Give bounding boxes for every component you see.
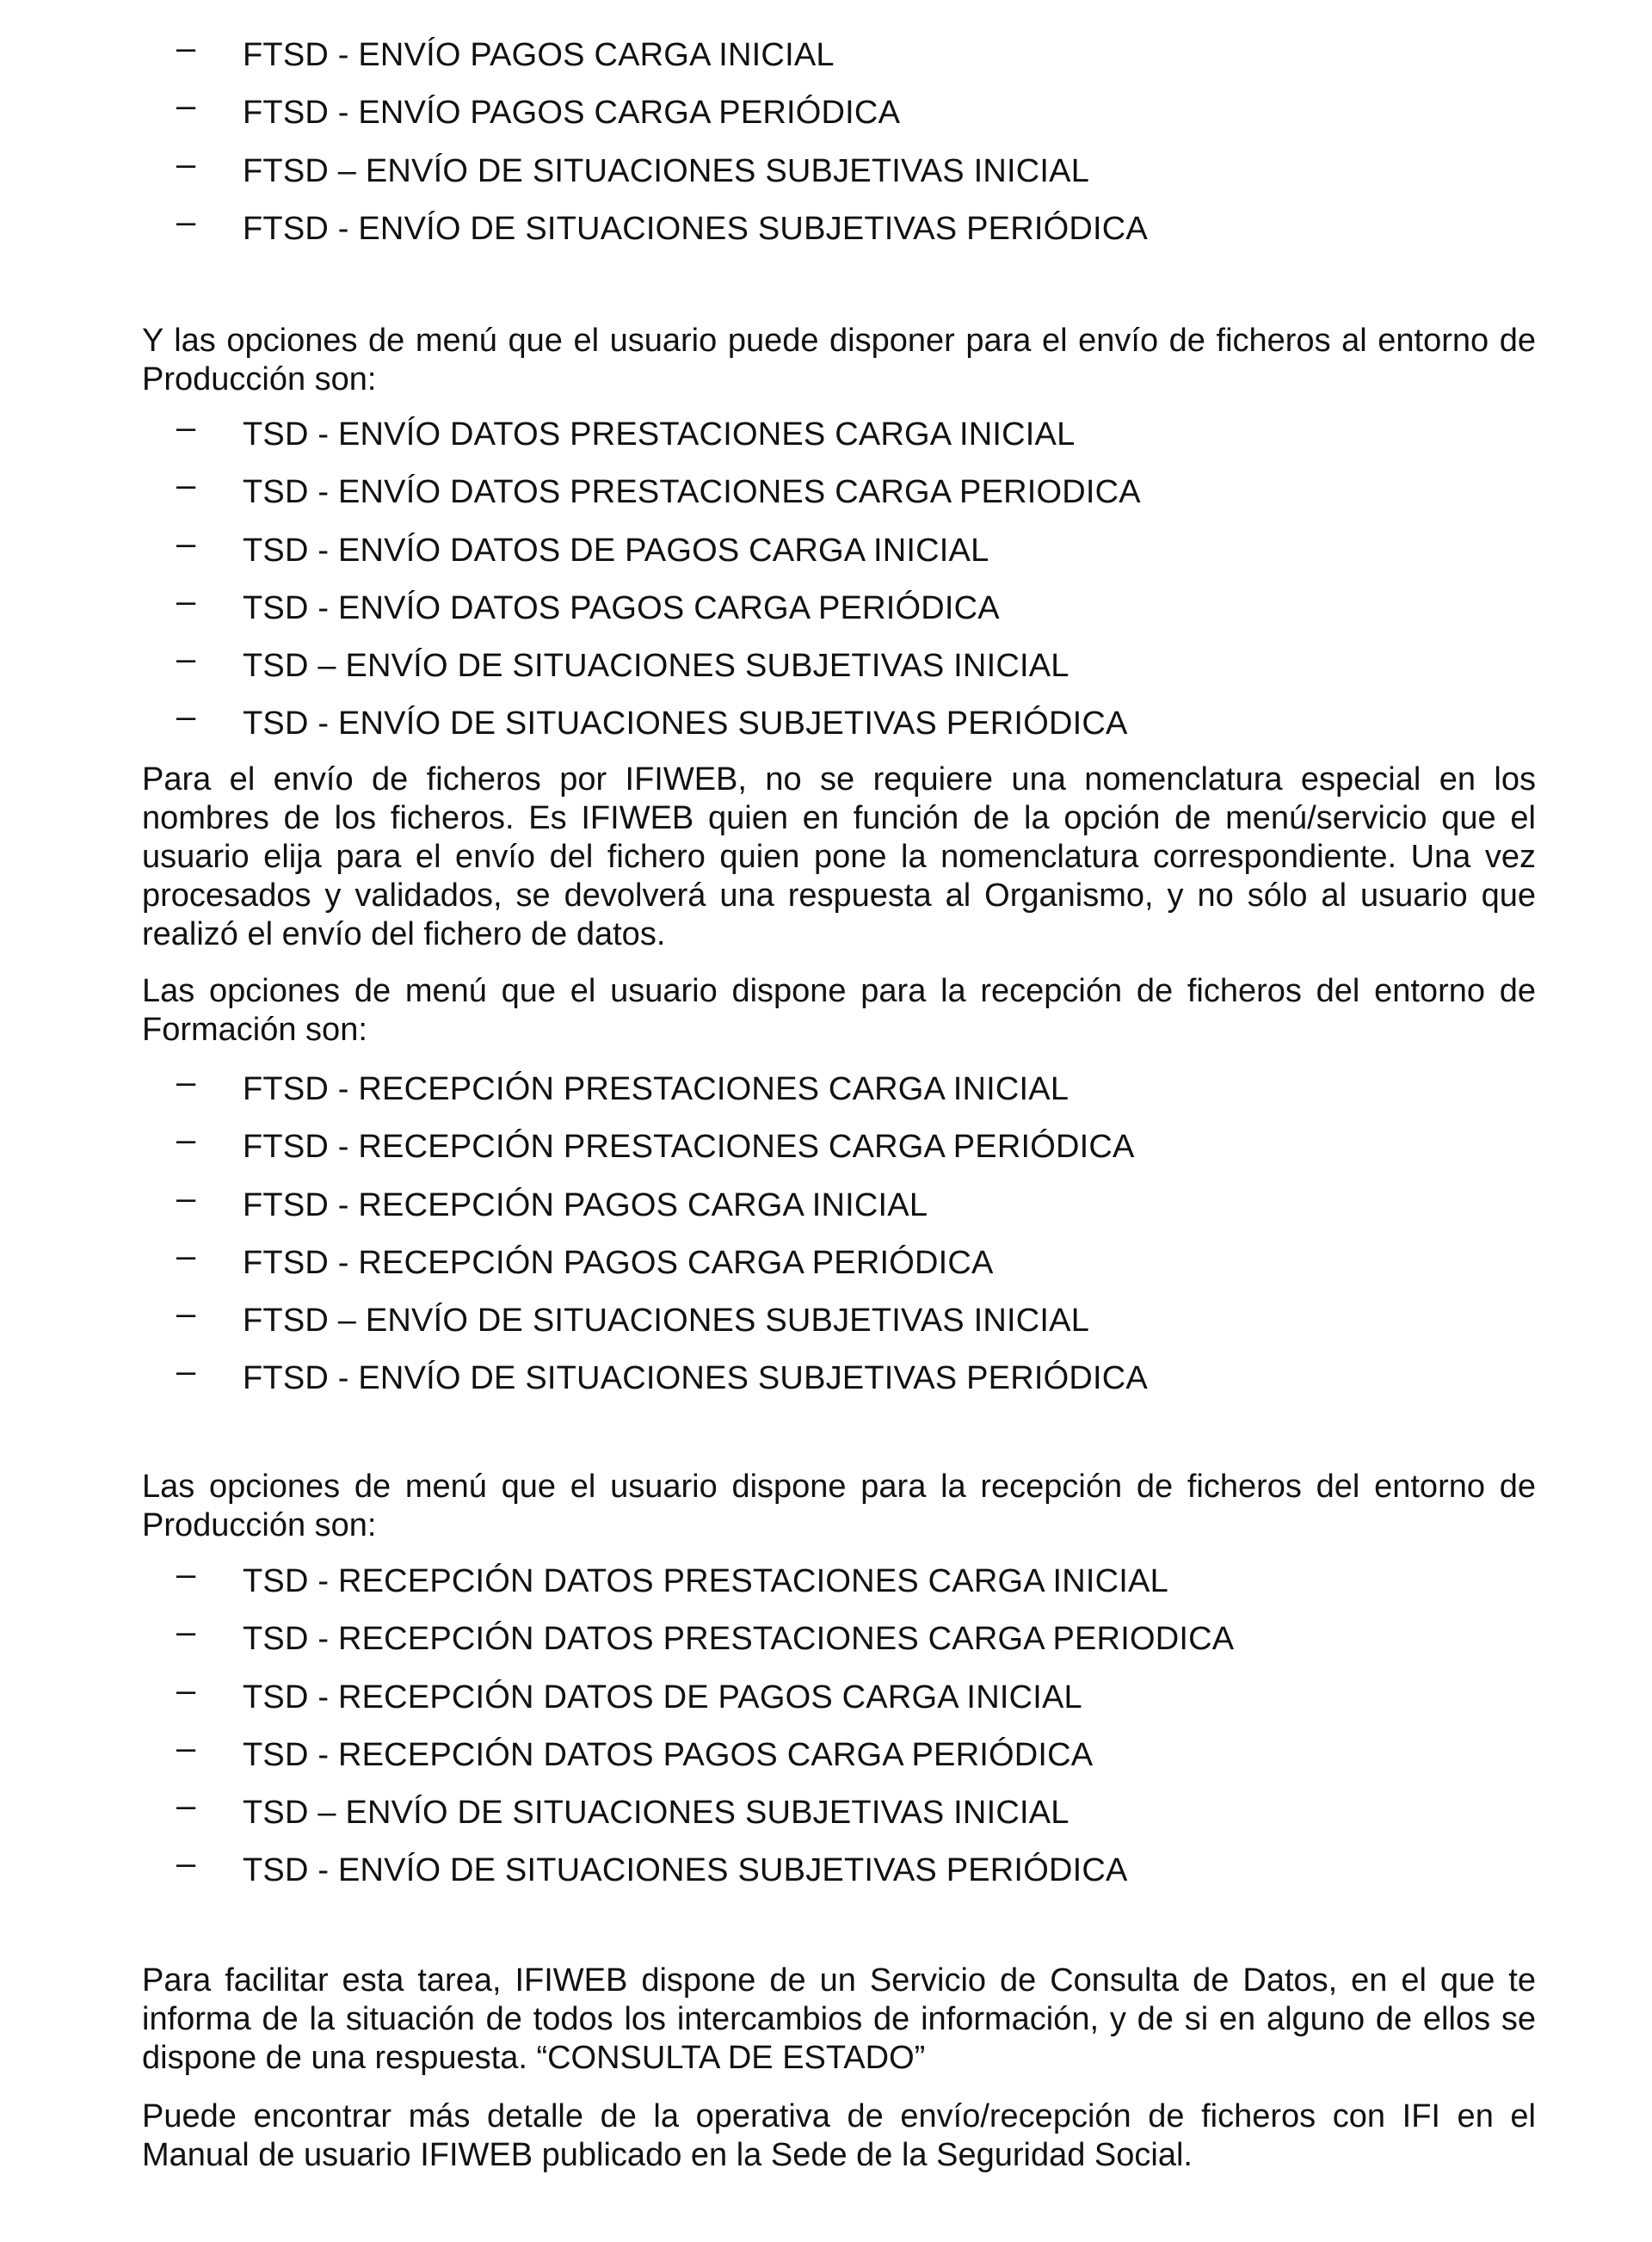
dash-bullet: – [176, 1555, 196, 1593]
dash-bullet: – [176, 409, 196, 447]
dash-bullet: – [176, 1295, 196, 1333]
dash-bullet: – [176, 87, 196, 126]
dash-bullet: – [176, 1613, 196, 1652]
dash-bullet: – [176, 202, 196, 241]
dash-bullet: – [176, 1787, 196, 1826]
paragraph-produccion-envio-intro: Y las opciones de menú que el usuario puede disponer para el envío de ficheros al entorno de Producción son: [142, 323, 1536, 397]
dash-bullet: – [176, 1671, 196, 1709]
dash-bullet: – [176, 582, 196, 620]
dash-bullet: – [176, 1236, 196, 1275]
paragraph-formacion-recepcion-intro: Las opciones de menú que el usuario dispone para la recepción de ficheros del entorno de Formación son: [142, 973, 1536, 1048]
dash-bullet: – [176, 1063, 196, 1101]
dash-bullet: – [176, 1352, 196, 1391]
dash-bullet: – [176, 1845, 196, 1883]
dash-bullet: – [176, 640, 196, 679]
paragraph-produccion-recepcion-intro: Las opciones de menú que el usuario dispone para la recepción de ficheros del entorno de Producción son: [142, 1469, 1536, 1543]
paragraph-consulta-estado: Para facilitar esta tarea, IFIWEB dispone de un Servicio de Consulta de Datos, en el que te informa de la situación de todos los intercambios de información, y de si en alguno de ellos se dispone de una respuesta. “CONSULTA DE ESTADO” [142, 1962, 1536, 2076]
dash-bullet: – [176, 524, 196, 563]
dash-bullet: – [176, 1728, 196, 1767]
dash-bullet: – [176, 1121, 196, 1160]
document-page: – FTSD - ENVÍO PAGOS CARGA INICIAL – FTSD - ENVÍO PAGOS CARGA PERIÓDICA – FTSD – ENVÍO DE SITUACIONES SUBJETIVAS INICIAL – FTSD - ENVÍO DE SITUACIONES SUBJETIVAS PERIÓDICA Y las opciones de menú que el usuario puede disponer para el envío de ficheros al entorno de Producción son: – TSD - ENVÍO DATOS PRESTACIONES CARGA INICIAL – TSD - ENVÍO DATOS PRESTACIONES CARGA PERIODICA – TSD - ENVÍO DATOS DE PAGOS CARGA INICIAL – TSD - ENVÍO DATOS PAGOS CARGA PERIÓDICA – TSD – ENVÍO DE SITUACIONES SUBJETIVAS INICIAL – TSD - ENVÍO DE SITUACIONES SUBJETIVAS PERIÓDICA Para el envío de ficheros por IFIWEB, no se requiere una nomenclatura especial en los nombres de los ficheros. Es IFIWEB quien en función de la opción de menú/servicio que el usuario elija para el envío del fichero quien pone la nomenclatura correspondiente. Una vez procesados y validados, se devolverá una respuesta al Organismo, y no sólo al usuario que realizó el envío del fichero de datos. Las opciones de menú que el usuario dispone para la recepción de ficheros del entorno de Formación son: – FTSD - RECEPCIÓN PRESTACIONES CARGA INICIAL – FTSD - RECEPCIÓN PRESTACIONES CARGA PERIÓDICA – FTSD - RECEPCIÓN PAGOS CARGA INICIAL – FTSD - RECEPCIÓN PAGOS CARGA PERIÓDICA – FTSD – ENVÍO DE SITUACIONES SUBJETIVAS INICIAL – FTSD - ENVÍO DE SITUACIONES SUBJETIVAS PERIÓDICA Las opciones de menú que el usuario dispone para la recepción de ficheros del entorno de Producción son: – TSD - RECEPCIÓN DATOS PRESTACIONES CARGA INICIAL – TSD - RECEPCIÓN DATOS PRESTACIONES CARGA PERIODICA – TSD - RECEPCIÓN DATOS DE PAGOS CARGA INICIAL – TSD - RECEPCIÓN DATOS PAGOS CARGA PERIÓDICA – TSD – ENVÍO DE SITUACIONES SUBJETIVAS INICIAL – TSD - ENVÍO DE SITUACIONES SUBJETIVAS PERIÓDICA Para facilitar esta tarea, IFIWEB dispone de un Servicio de Consulta de Datos, en el que te informa de la situación de todos los intercambios de información, y de si en alguno de ellos se dispone de una respuesta. “CONSULTA DE ESTADO” Puede encontrar más detalle de la operativa de envío/recepción de ficheros con IFI en el Manual de usuario IFIWEB publicado en la Sede de la Seguridad Social. [142, 29, 1536, 2173]
dash-bullet: – [176, 29, 196, 67]
paragraph-ifiweb-nomenclatura: Para el envío de ficheros por IFIWEB, no se requiere una nomenclatura especial en los nombres de los ficheros. Es IFIWEB quien en función de la opción de menú/servicio que el usuario elija para el envío del fichero quien pone la nomenclatura correspondiente. Una vez procesados y validados, se devolverá una respuesta al Organismo, y no sólo al usuario que realizó el envío del fichero de datos. [142, 761, 1536, 952]
dash-bullet: – [176, 145, 196, 183]
dash-bullet: – [176, 1179, 196, 1217]
dash-bullet: – [176, 698, 196, 736]
paragraph-manual-usuario: Puede encontrar más detalle de la operativa de envío/recepción de ficheros con IFI en el Manual de usuario IFIWEB publicado en la Sede de la Seguridad Social. [142, 2098, 1536, 2173]
dash-bullet: – [176, 466, 196, 505]
